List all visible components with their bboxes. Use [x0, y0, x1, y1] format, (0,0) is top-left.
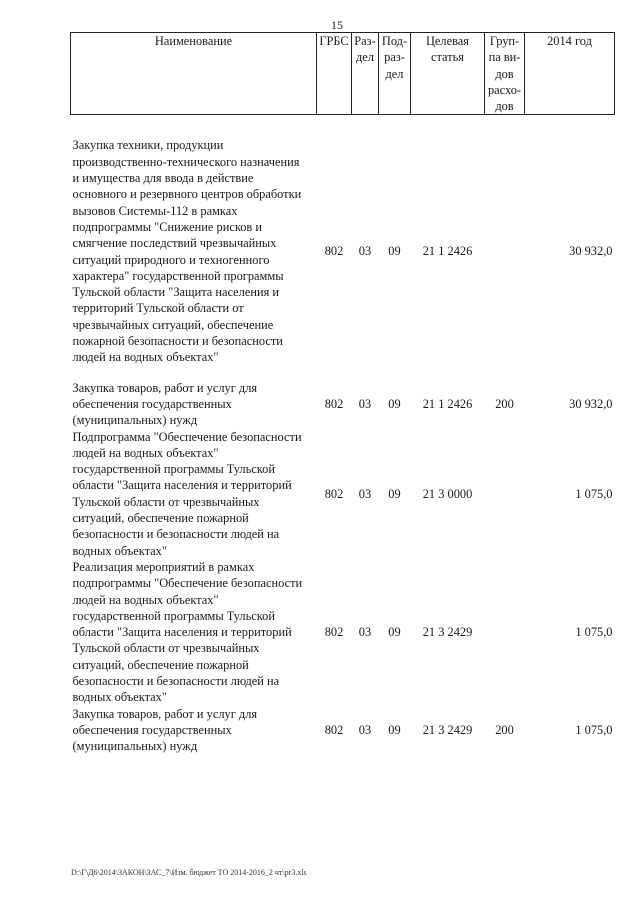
row-expense-group: 200	[495, 396, 514, 411]
row-target: 21 3 0000	[422, 486, 473, 501]
header-expense-group: Груп- па ви- дов расхо- дов	[485, 33, 525, 115]
row-name: Подпрограмма "Обеспечение безопасности людей на водных объектах" государственной программы Тульской области "Защита населения и территорий Тульской области от чрезвычайных ситуаций, обеспечение пожарной безопасности и безопасности людей на водных объектах"	[72, 429, 302, 558]
table-header	[71, 33, 615, 115]
header-row	[71, 33, 615, 115]
row-expense-group	[485, 137, 525, 365]
header-subsection: Под- раз- дел	[379, 33, 411, 115]
row-section: 03	[358, 486, 372, 501]
row-amount: 1 075,0	[575, 625, 613, 640]
row-amount: 1 075,0	[575, 486, 613, 501]
table-row	[71, 137, 615, 365]
row-subsection: 09	[388, 396, 401, 411]
row-grbs: 802	[324, 244, 344, 259]
row-section: 03	[358, 625, 372, 640]
table-row	[71, 380, 615, 429]
header-target-article: Целевая статья	[411, 33, 485, 115]
header-section: Раз- дел	[352, 33, 379, 115]
footer-file-path: D:\Г\Д6\2014\ЗАКОН\ЗАС_7\Изм. бюджет ТО 2014-2016_2 чт\pr3.xls	[71, 868, 307, 877]
row-target: 21 3 2429	[422, 625, 473, 640]
row-target: 21 3 2429	[422, 722, 473, 737]
header-name: Наименование	[71, 33, 317, 115]
table-row	[71, 429, 615, 559]
spacer-row	[71, 366, 615, 380]
table-row	[71, 559, 615, 706]
row-subsection: 09	[388, 244, 401, 259]
header-grbs: ГРБС	[317, 33, 352, 115]
row-name: Закупка техники, продукции производственно-технического назначения и имущества для ввода в действие основного и резервного центров обработки вызовов Системы-112 в рамках подпрограммы "Снижение рисков и смягчение последствий чрезвычайных ситуаций природного и техногенного характера" государственной программы Тульской области "Защита населения и территорий Тульской области от чрезвычайных ситуаций, обеспечение пожарной безопасности и безопасности людей на водных объектах"	[72, 138, 302, 365]
row-grbs: 802	[324, 486, 344, 501]
row-expense-group	[485, 429, 525, 559]
row-grbs: 802	[324, 722, 344, 737]
row-section: 03	[358, 722, 372, 737]
row-grbs: 802	[324, 396, 344, 411]
row-amount: 1 075,0	[575, 722, 613, 737]
row-name: Реализация мероприятий в рамках подпрограммы "Обеспечение безопасности людей на водных объектах" государственной программы Тульской области "Защита населения и территорий Тульской области от чрезвычайных ситуаций, обеспечение пожарной безопасности и безопасности людей на водных объектах"	[72, 559, 303, 705]
spacer-row	[71, 115, 615, 138]
row-expense-group: 200	[495, 722, 514, 737]
row-expense-group	[485, 559, 525, 706]
row-subsection: 09	[388, 486, 401, 501]
row-section: 03	[358, 396, 372, 411]
row-subsection: 09	[388, 625, 401, 640]
row-amount: 30 932,0	[569, 244, 613, 259]
page-number: 15	[331, 18, 343, 32]
row-target: 21 1 2426	[422, 244, 473, 259]
row-grbs: 802	[324, 625, 344, 640]
row-name: Закупка товаров, работ и услуг для обеспечения государственных (муниципальных) нужд	[72, 380, 258, 428]
row-subsection: 09	[388, 722, 401, 737]
budget-table	[70, 32, 615, 754]
header-amount-2014: 2014 год	[525, 33, 615, 115]
row-section: 03	[358, 244, 372, 259]
row-target: 21 1 2426	[422, 396, 473, 411]
row-amount: 30 932,0	[569, 396, 613, 411]
table-body	[71, 115, 615, 754]
table-row	[71, 706, 615, 755]
row-name: Закупка товаров, работ и услуг для обеспечения государственных (муниципальных) нужд	[72, 706, 258, 754]
